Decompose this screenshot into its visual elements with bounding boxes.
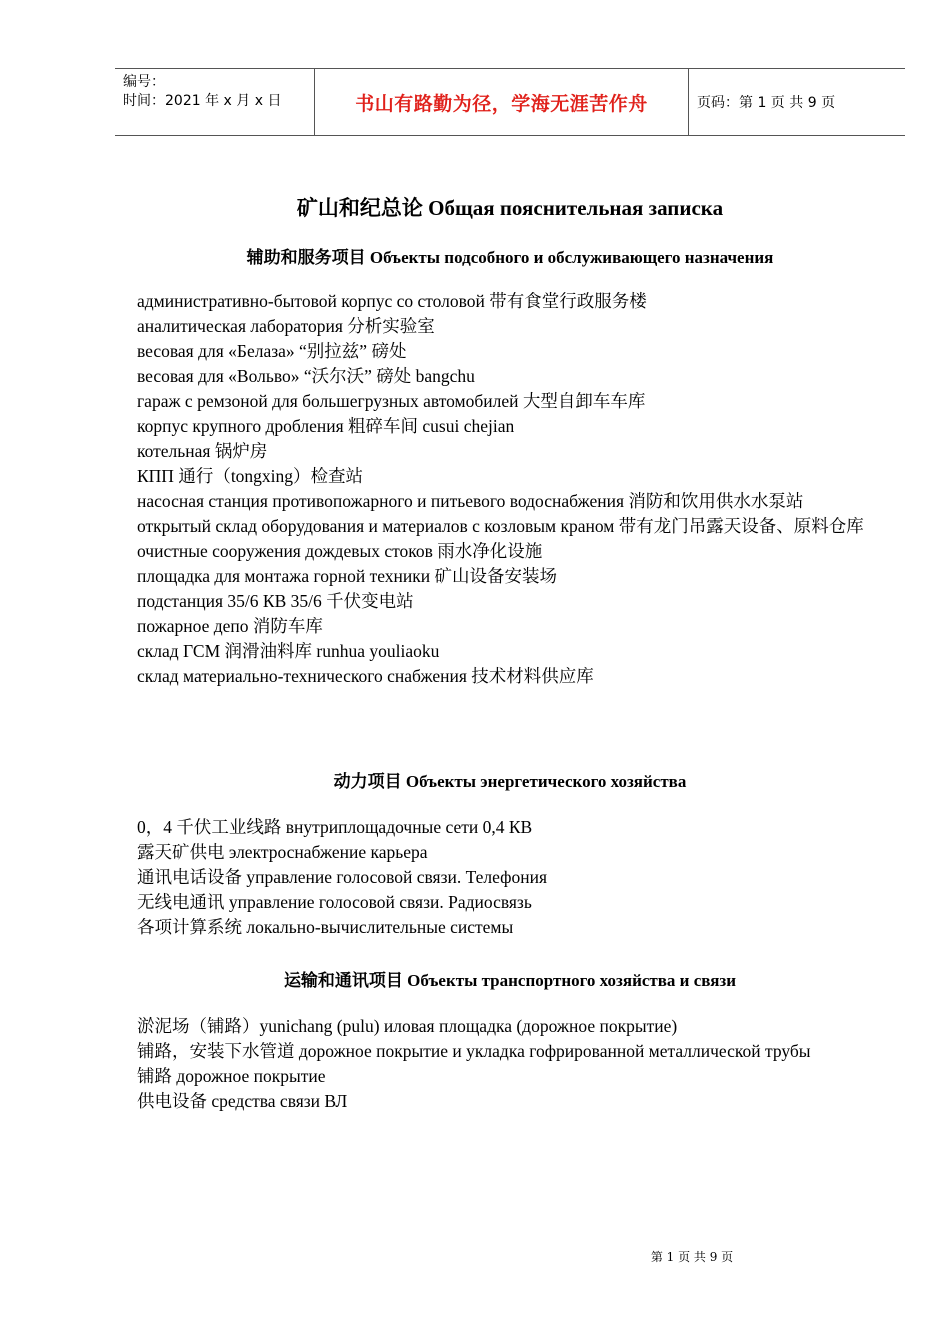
- list-item: корпус крупного дробления 粗碎车间 cusui chejian: [137, 416, 515, 436]
- list-item: 0，4 千伏工业线路 внутриплощадочные сети 0,4 КВ: [137, 817, 533, 837]
- list-item: открытый склад оборудования и материалов с козловым краном 带有龙门吊露天设备、原料仓库: [137, 516, 864, 536]
- list-item: 通讯电话设备 управление голосовой связи. Телефония: [137, 867, 547, 887]
- list-item: гараж с ремзоной для большегрузных автомобилей 大型自卸车车库: [137, 391, 646, 411]
- document-title: 矿山和纪总论 Общая пояснительная записка: [296, 196, 724, 220]
- list-item: насосная станция противопожарного и питьевого водоснабжения 消防和饮用供水水泵站: [137, 491, 804, 511]
- list-item: склад материально-технического снабжения 技术材料供应库: [137, 666, 594, 686]
- section-heading-auxiliary: 辅助和服务项目 Объекты подсобного и обслуживающего назначения: [246, 248, 774, 267]
- page-footer: 第 1 页 共 9 页: [650, 1250, 734, 1264]
- list-item: весовая для «Белаза» “别拉兹” 磅处: [137, 341, 407, 361]
- list-item: 无线电通讯 управление голосовой связи. Радиосвязь: [137, 892, 532, 912]
- list-item: КПП 通行（tongxing）检查站: [137, 466, 364, 486]
- list-item: подстанция 35/6 КВ 35/6 千伏变电站: [137, 591, 414, 611]
- header-motto: 书山有路勤为径，学海无涯苦作舟: [315, 69, 689, 135]
- section-list-auxiliary: [137, 289, 887, 689]
- list-item: очистные сооружения дождевых стоков 雨水净化设施: [137, 541, 543, 561]
- document-number-label: 编号：: [123, 74, 165, 90]
- section-list-transport: [137, 1014, 887, 1114]
- header-info-cell: [115, 69, 315, 135]
- list-item: 露天矿供电 электроснабжение карьера: [137, 842, 428, 862]
- section-heading-energy: 动力项目 Объекты энергетического хозяйства: [333, 772, 687, 791]
- list-item: 淤泥场（铺路）yunichang (pulu) иловая площадка (дорожное покрытие): [137, 1016, 678, 1036]
- list-item: аналитическая лаборатория 分析实验室: [137, 316, 435, 336]
- list-item: 供电设备 средства связи ВЛ: [137, 1091, 348, 1111]
- list-item: котельная 锅炉房: [137, 441, 268, 461]
- section-list-energy: [137, 815, 887, 940]
- section-heading-transport: 运输和通讯项目 Объекты транспортного хозяйства и связи: [283, 971, 737, 990]
- list-item: пожарное депо 消防车库: [137, 616, 323, 636]
- list-item: 各项计算系统 локально-вычислительные системы: [137, 917, 514, 937]
- list-item: 铺路 дорожное покрытие: [137, 1066, 326, 1086]
- header-table: [115, 68, 905, 136]
- list-item: весовая для «Вольво» “沃尔沃” 磅处 bangchu: [137, 366, 475, 386]
- header-page-label: 页码：第 1 页 共 9 页: [697, 95, 836, 111]
- document-time-label: 时间：2021 年 x 月 x 日: [123, 93, 282, 109]
- list-item: площадка для монтажа горной техники 矿山设备安装场: [137, 566, 557, 586]
- list-item: склад ГСМ 润滑油料库 runhua youliaoku: [137, 641, 440, 661]
- list-item: 铺路，安装下水管道 дорожное покрытие и укладка гофрированной металлической трубы: [137, 1041, 811, 1061]
- list-item: административно-бытовой корпус со столовой 带有食堂行政服务楼: [137, 291, 647, 311]
